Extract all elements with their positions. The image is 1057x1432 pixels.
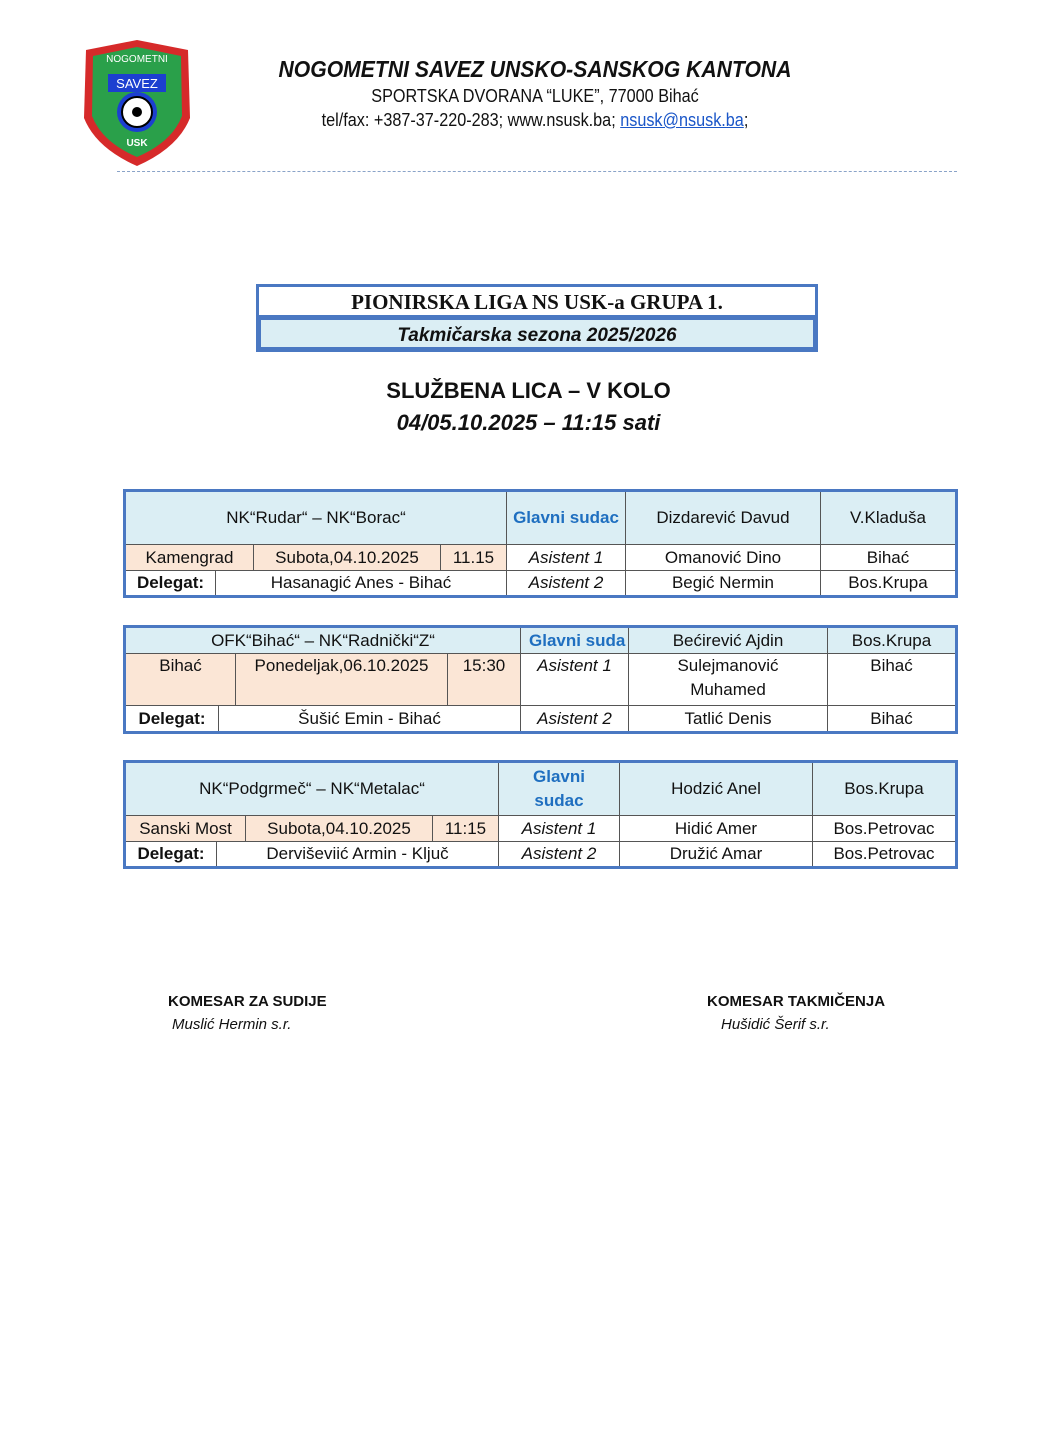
- organization-title: NOGOMETNI SAVEZ UNSKO-SANSKOG KANTONA: [278, 56, 792, 82]
- official-city: Bos.Krupa: [828, 627, 957, 654]
- organization-contact: [270, 110, 801, 131]
- svg-text:SAVEZ: SAVEZ: [116, 76, 158, 91]
- official-role: Asistent 2: [499, 842, 620, 868]
- official-city: V.Kladuša: [821, 491, 957, 545]
- email-link[interactable]: nsusk@nsusk.ba: [620, 110, 744, 130]
- official-city: Bos.Petrovac: [813, 816, 957, 842]
- official-role: Asistent 2: [521, 706, 629, 733]
- official-name: Bećirević Ajdin: [629, 627, 828, 654]
- official-city: Bos.Krupa: [821, 571, 957, 597]
- official-role: Glavni suda: [521, 627, 629, 654]
- match-table-2: [123, 625, 958, 734]
- official-city: Bihać: [828, 706, 957, 733]
- delegate-name: Šušić Emin - Bihać: [298, 708, 441, 728]
- match-date: Subota,04.10.2025: [246, 816, 433, 841]
- official-name: Begić Nermin: [626, 571, 821, 597]
- signature-name: Hušidić Šerif s.r.: [721, 1016, 830, 1033]
- official-city: Bihać: [821, 545, 957, 571]
- delegate-label: Delegat:: [126, 571, 216, 595]
- organization-address: SPORTSKA DVORANA “LUKE”, 77000 Bihać: [371, 86, 699, 106]
- signature-name: Muslić Hermin s.r.: [172, 1016, 292, 1033]
- league-box: [256, 284, 818, 352]
- signature-title: KOMESAR ZA SUDIJE: [168, 993, 327, 1010]
- official-name: Sulejmanović Muhamed: [629, 654, 828, 706]
- round-date: 04/05.10.2025 – 11:15 sati: [396, 410, 661, 435]
- match-table-3: [123, 760, 958, 869]
- delegate-name: Hasanagić Anes - Bihać: [270, 573, 452, 592]
- match-date: Ponedeljak,06.10.2025: [236, 654, 448, 705]
- match-time: 11:15: [444, 818, 487, 838]
- official-name: Družić Amar: [620, 842, 813, 868]
- header-divider: [117, 171, 957, 172]
- league-name: PIONIRSKA LIGA NS USK-a GRUPA 1.: [259, 287, 815, 318]
- signature-referee-commissioner: [168, 993, 327, 1033]
- match-table-1: [123, 489, 958, 598]
- official-city: Bos.Petrovac: [813, 842, 957, 868]
- official-role: Asistent 2: [507, 571, 626, 597]
- delegate-label: Delegat:: [126, 706, 219, 731]
- match-teams: NK“Podgrmeč“ – NK“Metalac“: [125, 762, 499, 816]
- official-role: Asistent 1: [507, 545, 626, 571]
- official-role: Asistent 1: [499, 816, 620, 842]
- official-city: Bos.Krupa: [813, 762, 957, 816]
- match-teams: OFK“Bihać“ – NK“Radnički“Z“: [125, 627, 521, 654]
- contact-text: tel/fax: +387-37-220-283; www.nsusk.ba;: [321, 110, 621, 130]
- official-role: Glavni sudac: [507, 491, 626, 545]
- delegate-name: Derviševiić Armin - Ključ: [266, 844, 449, 863]
- match-time: 11.15: [452, 547, 495, 567]
- official-name: Omanović Dino: [626, 545, 821, 571]
- match-time: 15:30: [462, 656, 506, 675]
- signature-title: KOMESAR TAKMIČENJA: [707, 993, 886, 1010]
- delegate-label: Delegat:: [126, 842, 217, 866]
- match-date: Subota,04.10.2025: [254, 545, 441, 570]
- league-season: Takmičarska sezona 2025/2026: [259, 318, 815, 349]
- match-venue: Kamengrad: [126, 545, 254, 570]
- official-name: Tatlić Denis: [629, 706, 828, 733]
- match-venue: Bihać: [126, 654, 236, 705]
- nsusk-logo: [78, 38, 196, 168]
- round-title: SLUŽBENA LICA – V KOLO: [386, 378, 671, 403]
- signature-competition-commissioner: [707, 993, 885, 1033]
- contact-end: ;: [743, 110, 749, 130]
- official-city: Bihać: [828, 654, 957, 706]
- official-role: Asistent 1: [521, 654, 629, 706]
- official-name: Hodzić Anel: [620, 762, 813, 816]
- match-teams: NK“Rudar“ – NK“Borac“: [125, 491, 507, 545]
- official-name: Dizdarević Davud: [626, 491, 821, 545]
- svg-text:USK: USK: [126, 138, 148, 149]
- official-name: Hidić Amer: [620, 816, 813, 842]
- match-venue: Sanski Most: [126, 816, 246, 841]
- svg-text:NOGOMETNI: NOGOMETNI: [106, 54, 168, 65]
- official-role: Glavni sudac: [499, 762, 620, 816]
